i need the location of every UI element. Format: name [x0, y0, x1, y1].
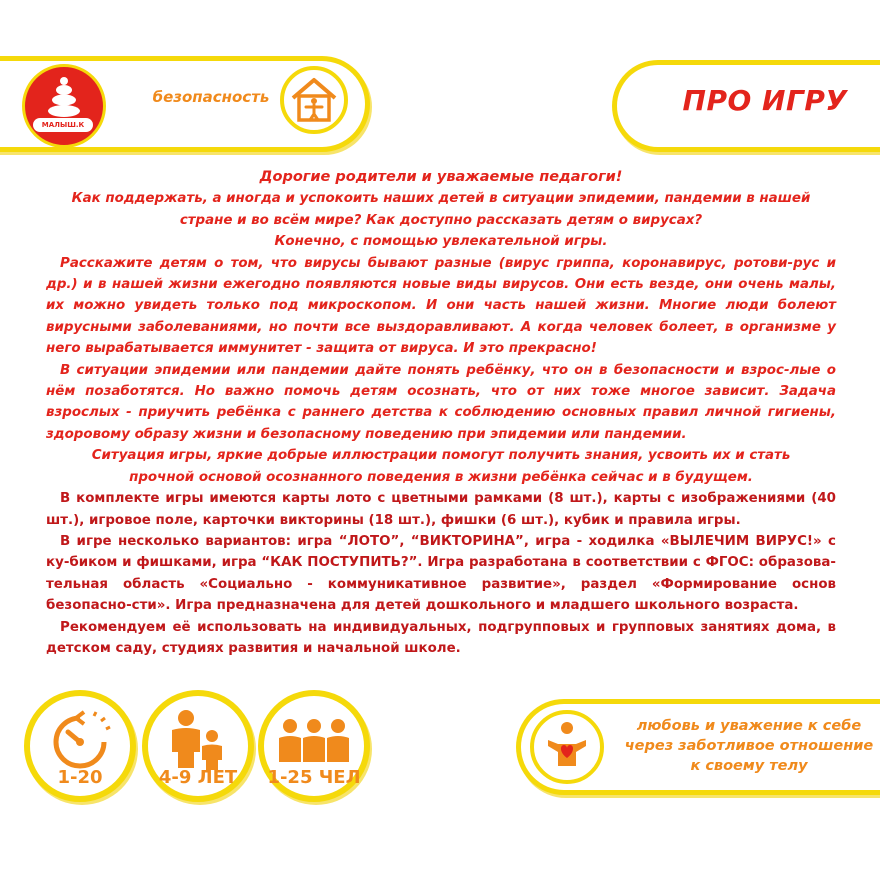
motto-text — [618, 716, 880, 776]
page-title: ПРО ИГРУ — [682, 84, 848, 117]
description-text — [46, 167, 836, 659]
house-child-icon — [284, 70, 344, 130]
paragraph-variants: В игре несколько вариантов: игра “ЛОТО”, “ВИКТОРИНА”, игра - ходилка «ВЫЛЕЧИМ ВИРУС!» с ку-биком и фишками, игра “КАК ПОСТУПИТЬ?”. Игра разработана в соответствии с ФГОС: образова-тельная область «Социально - коммуникативное развитие», раздел «Формирование основ безопасно-сти». Игра предназначена для детей дошкольного и младшего школьного возраста. — [46, 533, 836, 614]
motto-line: любовь и уважение к себе — [636, 718, 862, 734]
brand-label: МАЛЫШ.К — [33, 118, 93, 132]
motto-line: через заботливое отношение — [624, 738, 874, 754]
paragraph-recommend: Рекомендуем её использовать на индивидуальных, подгрупповых и групповых занятиях дома, в детском саду, студиях развития и начальной школе. — [46, 619, 836, 656]
brand-logo — [22, 64, 106, 148]
badge-caption: 1-20 — [57, 767, 103, 788]
house-circle — [280, 66, 348, 134]
intro-line: стране и во всём мире? Как доступно рассказать детям о вирусах? — [179, 212, 703, 228]
paragraph-game: прочной основой осознанного поведения в жизни ребёнка сейчас и в будущем. — [129, 469, 753, 485]
paragraph-safety: В ситуации эпидемии или пандемии дайте понять ребёнку, что он в безопасности и взрос-лые о нём позаботятся. Но важно помочь детям осознать, что от них тоже многое зависит. Задача взрослых - приучить ребёнка с раннего детства к соблюдению основных правил личной гигиены, здоровому образу жизни и безопасному поведению при эпидемии или пандемии. — [46, 362, 836, 442]
paragraph-viruses: Расскажите детям о том, что вирусы бывают разные (вирус гриппа, коронавирус, ротови-рус и др.) и в нашей жизни ежегодно появляются новые виды вирусов. Они есть везде, они очень малы, их можно увидеть только под микроскопом. И они часть нашей жизни. Многие люди болеют вирусными заболеваниями, но почти все выздоравливают. А когда человек болеет, в организме у него вырабатывается иммунитет - защита от вируса. И это прекрасно! — [46, 255, 836, 357]
motto-line: к своему телу — [690, 758, 808, 774]
person-heart-icon — [534, 714, 600, 780]
paragraph-game: Ситуация игры, яркие добрые иллюстрации помогут получить знания, усвоить их и стать — [91, 448, 791, 464]
badge-caption: 4-9 ЛЕТ — [158, 767, 238, 788]
safety-label: безопасность — [152, 88, 270, 106]
pyramid-toy-icon — [25, 67, 103, 145]
badge-caption: 1-25 ЧЕЛ — [267, 767, 361, 788]
intro-line: Как поддержать, а иногда и успокоить наших детей в ситуации эпидемии, пандемии в нашей — [71, 191, 811, 207]
paragraph-kit: В комплекте игры имеются карты лото с цветными рамками (8 шт.), карты с изображениями (40 шт.), игровое поле, карточки викторины (18 шт.), фишки (6 шт.), кубик и правила игры. — [46, 491, 836, 528]
greeting: Дорогие родители и уважаемые педагоги! — [259, 169, 623, 185]
heart-circle — [530, 710, 604, 784]
intro-line: Конечно, с помощью увлекательной игры. — [274, 234, 608, 250]
